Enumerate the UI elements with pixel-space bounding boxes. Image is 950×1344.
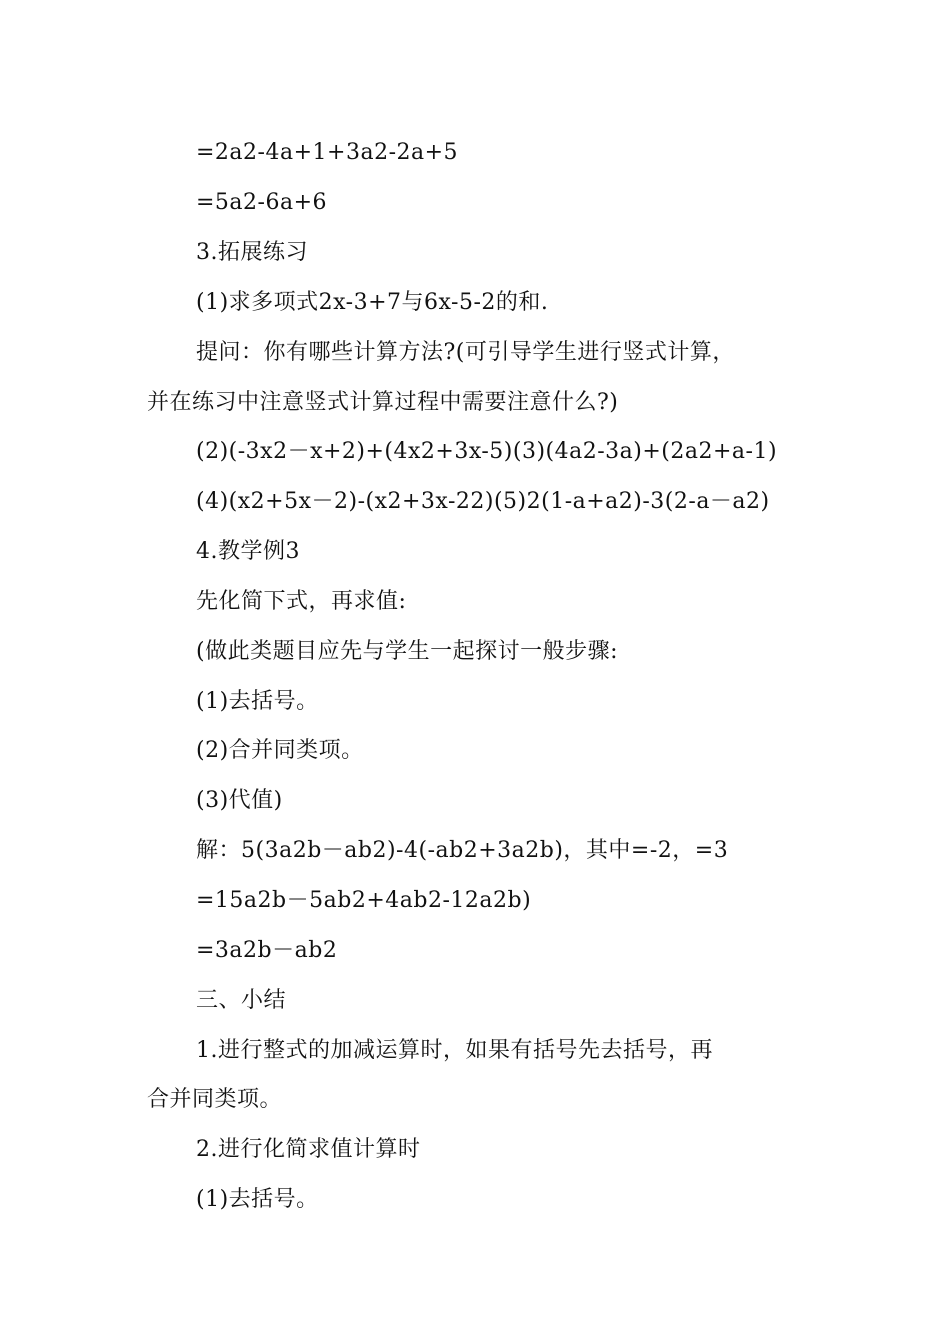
text-line: (2)合并同类项。 <box>196 738 364 763</box>
text-line: =15a2b－5ab2+4ab2-12a2b) <box>196 888 532 913</box>
text-line: (2)(-3x2－x+2)+(4x2+3x-5)(3)(4a2-3a)+(2a2+a-1) <box>196 439 778 464</box>
text-line: 并在练习中注意竖式计算过程中需要注意什么?) <box>147 390 619 415</box>
text-line: 解：5(3a2b－ab2)-4(-ab2+3a2b)，其中=-2，=3 <box>196 838 729 863</box>
section-heading: 三、小结 <box>196 988 287 1013</box>
text-line: (4)(x2+5x－2)-(x2+3x-22)(5)2(1-a+a2)-3(2-a－a2) <box>196 489 770 514</box>
text-line: (1)求多项式2x-3+7与6x-5-2的和. <box>196 290 549 315</box>
text-line: (3)代值) <box>196 788 283 813</box>
text-line: 先化简下式，再求值: <box>196 589 407 614</box>
text-line: 合并同类项。 <box>147 1087 283 1112</box>
text-line: (做此类题目应先与学生一起探讨一般步骤: <box>196 639 618 664</box>
text-line: (1)去括号。 <box>196 1187 319 1212</box>
text-line: 2.进行化简求值计算时 <box>196 1137 421 1162</box>
text-line: 1.进行整式的加减运算时，如果有括号先去括号，再 <box>196 1038 713 1063</box>
section-heading: 3.拓展练习 <box>196 240 308 265</box>
text-line: (1)去括号。 <box>196 689 319 714</box>
text-line: 提问：你有哪些计算方法?(可引导学生进行竖式计算， <box>196 340 735 365</box>
text-line: =3a2b－ab2 <box>196 938 338 963</box>
text-line: =2a2-4a+1+3a2-2a+5 <box>196 140 459 165</box>
text-line: =5a2-6a+6 <box>196 190 328 215</box>
section-heading: 4.教学例3 <box>196 539 300 564</box>
